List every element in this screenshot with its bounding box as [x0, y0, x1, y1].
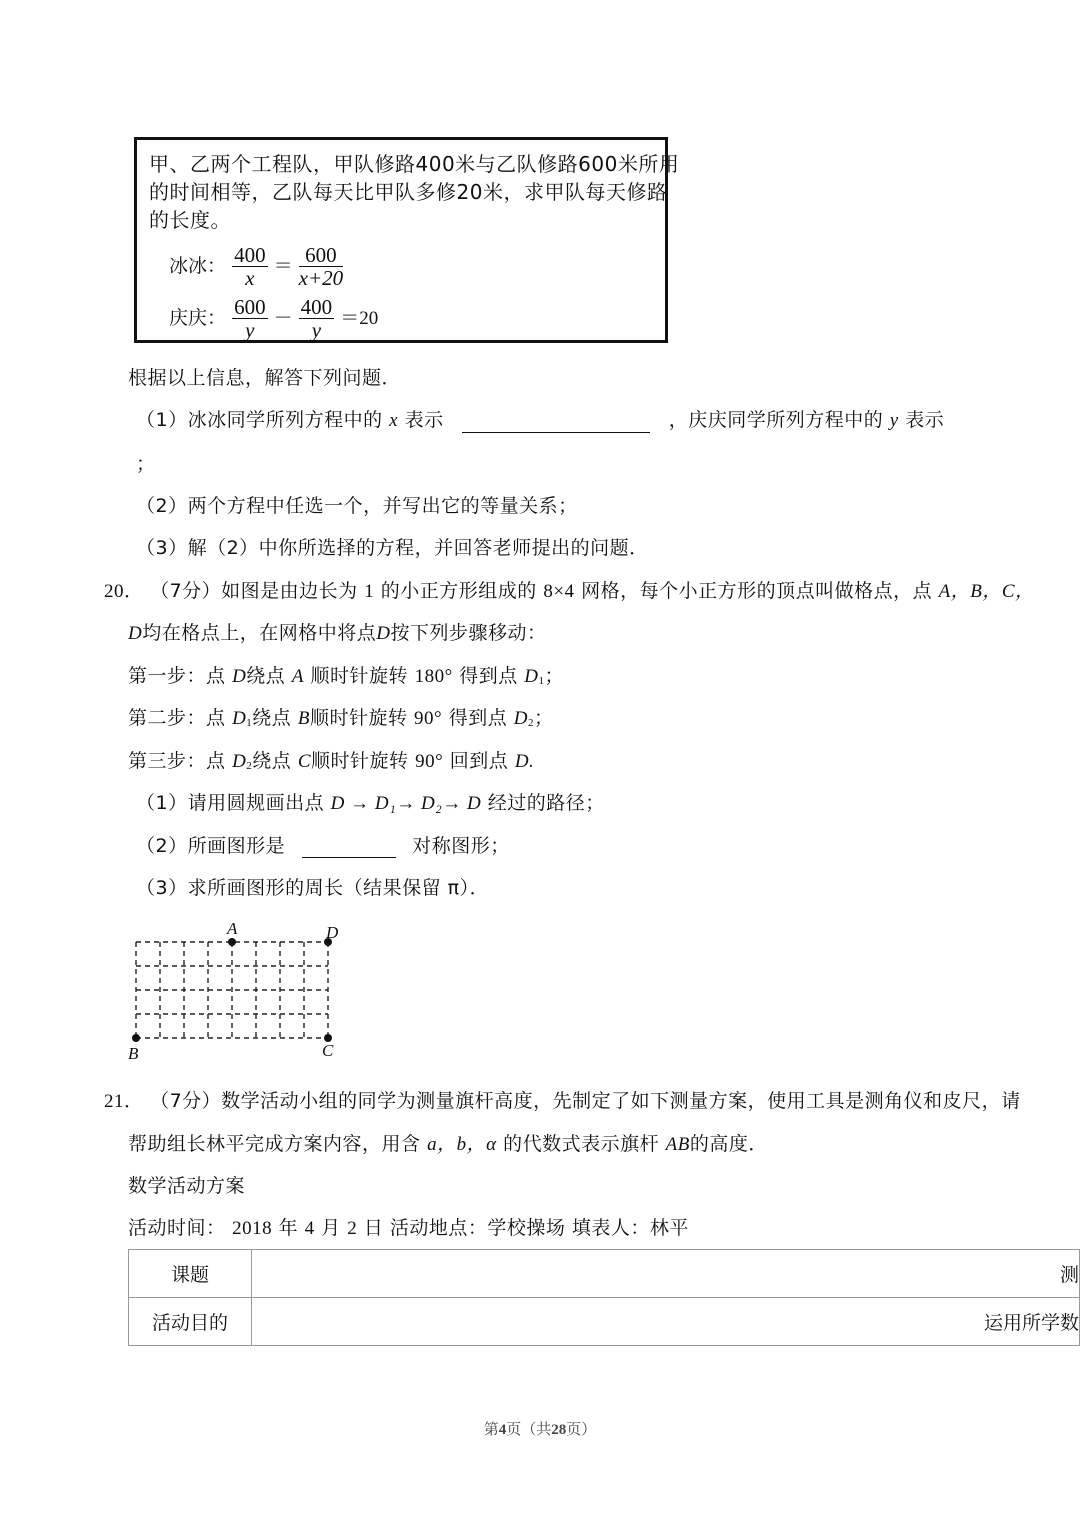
info-a: 活动时间：: [128, 1217, 226, 1239]
step2-a: 第二步：点: [128, 707, 226, 729]
q21-ab: AB: [665, 1134, 690, 1155]
step2-d: D: [232, 708, 247, 729]
step1-d: D: [232, 666, 247, 687]
step1-e: 得到点: [459, 665, 518, 687]
step3-p: C: [297, 751, 312, 772]
step1-r: D: [524, 666, 539, 687]
q20-sub-2: [136, 834, 510, 858]
answer-blank-1[interactable]: [462, 412, 650, 433]
footer-b: 页（共: [506, 1422, 552, 1438]
step2-b: 绕点: [252, 707, 292, 729]
eq2-label: 庆庆：: [169, 307, 227, 329]
step3-e: 回到点: [449, 750, 509, 772]
eq1-lhs-den: x: [245, 266, 255, 290]
plan-table: [128, 1249, 1080, 1346]
q21-text-c: 的代数式表示旗杆: [503, 1133, 660, 1155]
q19-part3: （3）解（2）中你所选择的方程，并回答老师提出的问题．: [136, 537, 649, 559]
q20-one: 1: [364, 581, 375, 602]
q20-step-1: [128, 664, 564, 693]
q20-text-e: 按下列步骤移动：: [390, 622, 547, 644]
label-a: A: [227, 919, 238, 938]
q20-step-2: [128, 706, 554, 735]
table-cell-label: 活动目的: [129, 1298, 252, 1346]
info-month: 4: [304, 1218, 315, 1239]
q19-p1-text-c: ，庆庆同学所列方程中的: [668, 409, 884, 431]
step2-deg: 90°: [414, 708, 443, 729]
info-c: 月: [321, 1217, 341, 1239]
label-b: B: [128, 1044, 139, 1063]
plan-title: 数学活动方案: [128, 1175, 246, 1197]
eq1-op: ＝: [273, 256, 293, 277]
q19-p1-text-a: （1）冰冰同学所列方程中的: [136, 409, 383, 431]
step1-end: ；: [544, 665, 565, 687]
info-e: 日 活动地点：学校操场 填表人：林平: [363, 1217, 689, 1239]
eq1-lhs-num: 400: [234, 243, 266, 267]
q20-points: A，B，C，: [938, 581, 1035, 602]
table-row: [129, 1250, 1080, 1298]
step1-c: 顺时针旋转: [310, 665, 409, 687]
step2-sub: 1: [246, 717, 253, 729]
page-footer: [0, 1418, 1080, 1439]
step3-b: 绕点: [252, 750, 292, 772]
label-d: D: [326, 923, 339, 942]
footer-c: 页）: [566, 1422, 597, 1438]
step3-r: D.: [514, 751, 535, 772]
q20-text-c: 网格，每个小正方形的顶点叫做格点，点: [581, 580, 933, 602]
q20-text-b: 的小正方形组成的: [380, 580, 537, 602]
point-a: [228, 938, 236, 946]
footer-page: 4: [498, 1422, 507, 1438]
step1-pa: A: [291, 666, 304, 687]
label-c: C: [322, 1041, 334, 1060]
step2-c: 顺时针旋转: [309, 707, 408, 729]
answer-blank-2[interactable]: [302, 837, 396, 858]
table-row: [129, 1298, 1080, 1346]
q19-p1-text-d: 表示: [905, 409, 945, 431]
eq2-a-den: y: [245, 318, 255, 342]
grid-lines: [136, 942, 328, 1038]
eq2-a-num: 600: [234, 295, 266, 319]
eq1-label: 冰冰：: [169, 255, 227, 277]
q20-grid-size: 8×4: [543, 581, 575, 602]
step1-deg: 180°: [414, 666, 453, 687]
step2-end: ；: [533, 707, 554, 729]
step2-p: B: [297, 708, 310, 729]
q21-line-1: [104, 1089, 1021, 1114]
step3-sub: 2: [246, 760, 253, 772]
box-line-3: 的长度。: [149, 208, 231, 232]
var-x: x: [389, 410, 399, 431]
q21-line-2: [128, 1132, 768, 1157]
q20-step-3: [128, 749, 534, 778]
problem-box: [134, 137, 680, 343]
s1-end: 经过的路径；: [487, 792, 605, 814]
plan-info: [128, 1216, 689, 1241]
s1-a: （1）请用圆规画出点: [136, 792, 325, 814]
q19-intro: 根据以上信息，解答下列问题．: [128, 367, 402, 389]
step1-b: 绕点: [246, 665, 286, 687]
q20-text-d: 均在格点上，在网格中将点: [142, 622, 377, 644]
info-year: 2018: [232, 1218, 273, 1239]
step1-a: 第一步：点: [128, 665, 226, 687]
q20-line-1: [104, 579, 1035, 604]
grid-figure: [120, 918, 350, 1063]
q20-d2: D: [376, 623, 391, 644]
eq1-rhs-den: x+20: [298, 266, 344, 290]
step1-sub: 1: [538, 675, 545, 687]
equation-bingbing: [169, 244, 343, 289]
step3-d: D: [232, 751, 247, 772]
step3-a: 第三步：点: [128, 750, 226, 772]
s2-b: 对称图形；: [412, 835, 510, 857]
q21-number: 21．: [104, 1091, 144, 1112]
s2-a: （2）所画图形是: [136, 835, 286, 857]
eq1-rhs-num: 600: [299, 244, 344, 267]
table-cell-value: 运用所学数: [252, 1298, 1080, 1346]
q20-sub-3: （3）求所画图形的周长（结果保留 π）．: [136, 877, 490, 899]
step3-c: 顺时针旋转: [311, 750, 409, 772]
q19-p1-text-b: 表示: [404, 409, 444, 431]
info-b: 年: [278, 1217, 299, 1239]
table-cell-value: 测: [252, 1250, 1080, 1298]
q19-part1: [136, 408, 944, 433]
q20-number: 20．: [104, 581, 144, 602]
q20-line-2: [128, 621, 547, 646]
box-line-1: 甲、乙两个工程队，甲队修路400米与乙队修路600米所用: [149, 152, 680, 176]
step2-rsub: 2: [527, 717, 534, 729]
eq2-op: －: [273, 308, 293, 329]
info-day: 2: [347, 1218, 358, 1239]
box-line-2: 的时间相等，乙队每天比甲队多修20米，求甲队每天修路: [149, 180, 668, 204]
q21-vars: a，b，α: [427, 1134, 497, 1155]
step2-e: 得到点: [448, 707, 508, 729]
q20-sub-1: [136, 791, 605, 816]
q19-part2: （2）两个方程中任选一个，并写出它的等量关系；: [136, 495, 578, 517]
equation-qingqing: [169, 296, 378, 341]
q21-text-d: 的高度．: [689, 1133, 768, 1155]
eq2-b-num: 400: [300, 295, 333, 319]
q20-d: D: [128, 623, 143, 644]
step3-deg: 90°: [415, 751, 444, 772]
s1-path: D → D₁→ D₂→ D: [330, 793, 482, 814]
q21-text-b: 帮助组长林平完成方案内容，用含: [128, 1133, 421, 1155]
eq2-b-den: y: [311, 318, 322, 342]
q21-text-a: （7分）数学活动小组的同学为测量旗杆高度，先制定了如下测量方案，使用工具是测角仪和皮尺，请: [150, 1090, 1021, 1112]
q20-text-a: （7分）如图是由边长为: [150, 580, 358, 602]
footer-total: 28: [551, 1422, 567, 1438]
point-b: [132, 1034, 140, 1042]
q19-part1-end: ；: [136, 453, 156, 475]
var-y: y: [889, 410, 899, 431]
step2-r: D: [513, 708, 528, 729]
footer-a: 第: [483, 1422, 499, 1438]
eq2-tail: ＝20: [340, 308, 379, 329]
table-cell-label: 课题: [129, 1250, 252, 1298]
